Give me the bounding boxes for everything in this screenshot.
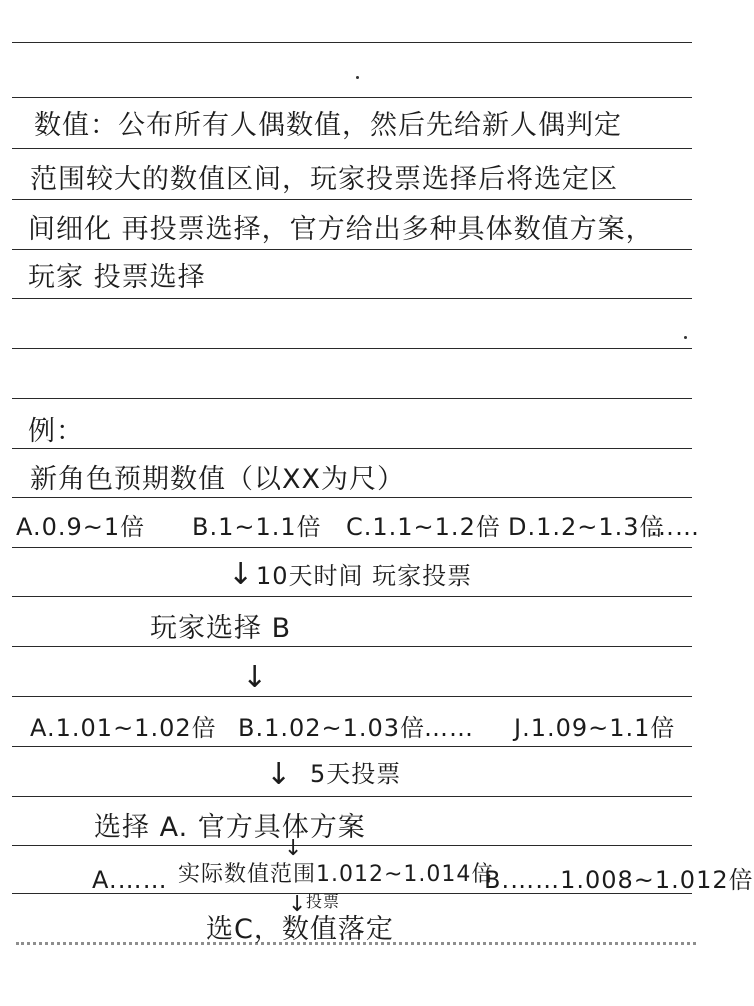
rule-line bbox=[12, 348, 692, 349]
rule-line bbox=[12, 97, 692, 98]
ink-speck bbox=[684, 336, 687, 339]
example-label: 例： bbox=[28, 416, 84, 447]
option3-a: A.…… bbox=[92, 866, 168, 894]
intro-line-1: 数值：公布所有人偶数值，然后先给新人偶判定 bbox=[34, 110, 622, 141]
option2-ellipsis: …… bbox=[424, 714, 474, 742]
option-b: B.1~1.1倍 bbox=[192, 513, 322, 541]
rule-line bbox=[12, 448, 692, 449]
intro-line-4: 玩家 投票选择 bbox=[28, 262, 206, 293]
step-1: 10天时间 玩家投票 bbox=[256, 562, 473, 590]
rule-line bbox=[12, 646, 692, 647]
ink-speck bbox=[356, 76, 359, 79]
rule-line bbox=[12, 696, 692, 697]
intro-line-3: 间细化 再投票选择，官方给出多种具体数值方案， bbox=[28, 214, 654, 245]
rule-line bbox=[12, 42, 692, 43]
example-title: 新角色预期数值（以XX为尺） bbox=[30, 464, 405, 495]
vote-label: 投票 bbox=[306, 892, 341, 911]
option-c: C.1.1~1.2倍 bbox=[346, 513, 501, 541]
choice-1: 玩家选择 B bbox=[150, 613, 292, 644]
down-arrow-icon: ↓ bbox=[266, 757, 292, 792]
down-arrow-icon: ↓ bbox=[242, 660, 268, 695]
rule-line bbox=[12, 746, 692, 747]
rule-line bbox=[12, 845, 692, 846]
down-arrow-icon: ↓ bbox=[284, 836, 303, 861]
rule-line bbox=[12, 398, 692, 399]
option2-b: B.1.02~1.03倍 bbox=[238, 714, 426, 742]
rule-line bbox=[12, 497, 692, 498]
option-ellipsis: …… bbox=[650, 513, 700, 541]
rule-line bbox=[12, 547, 692, 548]
rule-line bbox=[12, 796, 692, 797]
rule-line bbox=[12, 596, 692, 597]
option2-j: J.1.09~1.1倍 bbox=[514, 714, 676, 742]
option2-a: A.1.01~1.02倍 bbox=[30, 714, 217, 742]
down-arrow-icon: ↓ bbox=[288, 892, 307, 917]
intro-line-2: 范围较大的数值区间，玩家投票选择后将选定区 bbox=[30, 164, 618, 195]
option-d: D.1.2~1.3倍 bbox=[508, 513, 665, 541]
down-arrow-icon: ↓ bbox=[228, 557, 254, 592]
step-2: 5天投票 bbox=[310, 760, 402, 788]
rule-line bbox=[12, 249, 692, 250]
rule-line bbox=[12, 298, 692, 299]
option3-actual-range: 实际数值范围1.012~1.014倍 bbox=[178, 862, 495, 887]
option3-b: B.……1.008~1.012倍 bbox=[484, 866, 754, 894]
option-a: A.0.9~1倍 bbox=[16, 513, 146, 541]
final-result: 选C，数值落定 bbox=[206, 914, 394, 945]
rule-line bbox=[12, 148, 692, 149]
choice-2: 选择 A. 官方具体方案 bbox=[94, 812, 366, 843]
rule-line bbox=[12, 199, 692, 200]
